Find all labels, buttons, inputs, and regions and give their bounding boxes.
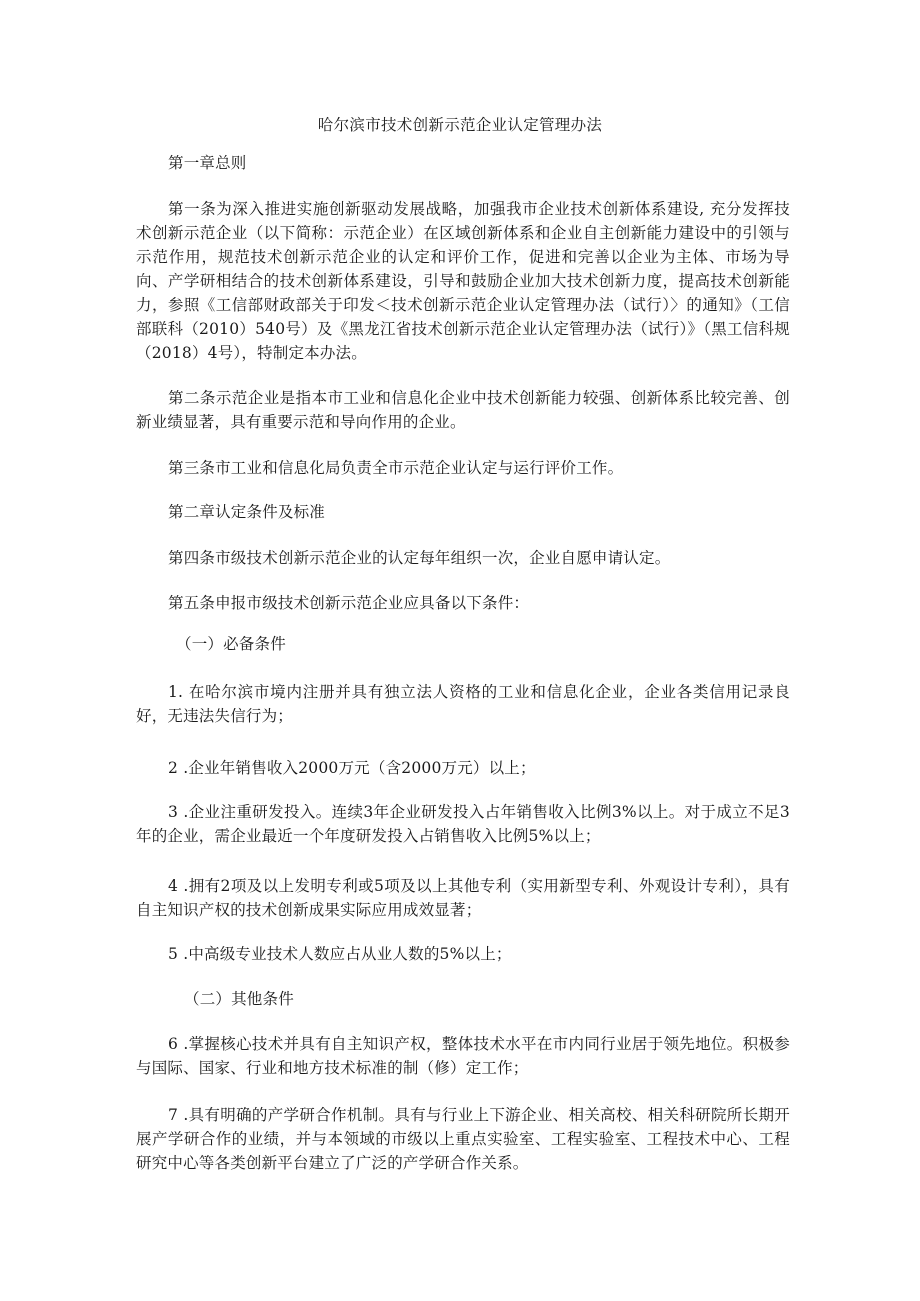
list-item-4: 4 .拥有2项及以上发明专利或5项及以上其他专利（实用新型专利、外观设计专利），具有自主知识产权的技术创新成果实际应用成效显著；	[136, 877, 790, 919]
section-required-conditions: （一）必备条件	[176, 635, 286, 653]
list-item-3: 3 .企业注重研发投入。连续3年企业研发投入占年销售收入比例3%以上。对于成立不足3年的企业，需企业最近一个年度研发投入占销售收入比例5%以上；	[136, 803, 790, 845]
article-1-paragraph: 第一条为深入推进实施创新驱动发展战略，加强我市企业技术创新体系建设, 充分发挥技术创新示范企业（以下简称：示范企业）在区域创新体系和企业自主创新能力建设中的引领与示范作用，规范技术创新示范企业的认定和评价工作，促进和完善以企业为主体、市场为导向、产学研相结合的技术创新体系建设，引导和鼓励企业加大技术创新力度，提高技术创新能力，参照《工信部财政部关于印发＜技术创新示范企业认定管理办法（试行）〉的通知》（工信部联科（2010）540号）及《黑龙江省技术创新示范企业认定管理办法（试行）》（黑工信科规（2018）4号），特制定本办法。	[136, 200, 790, 362]
article-5-paragraph: 第五条申报市级技术创新示范企业应具备以下条件：	[168, 594, 530, 612]
list-item-5: 5 .中高级专业技术人数应占从业人数的5%以上；	[168, 945, 512, 963]
chapter-1-heading: 第一章总则	[168, 154, 247, 172]
list-item-2: 2 .企业年销售收入2000万元（含2000万元）以上；	[168, 759, 536, 777]
article-4-paragraph: 第四条市级技术创新示范企业的认定每年组织一次，企业自愿申请认定。	[168, 549, 671, 567]
section-other-conditions: （二）其他条件	[184, 990, 294, 1008]
list-item-1: 1. 在哈尔滨市境内注册并具有独立法人资格的工业和信息化企业，企业各类信用记录良好，无违法失信行为；	[136, 683, 790, 725]
document-title: 哈尔滨市技术创新示范企业认定管理办法	[317, 116, 603, 134]
list-item-7: 7 .具有明确的产学研合作机制。具有与行业上下游企业、相关高校、相关科研院所长期开展产学研合作的业绩，并与本领域的市级以上重点实验室、工程实验室、工程技术中心、工程研究中心等各类创新平台建立了广泛的产学研合作关系。	[136, 1106, 790, 1172]
article-2-paragraph: 第二条示范企业是指本市工业和信息化企业中技术创新能力较强、创新体系比较完善、创新业绩显著，具有重要示范和导向作用的企业。	[136, 389, 790, 431]
list-item-6: 6 .掌握核心技术并具有自主知识产权，整体技术水平在市内同行业居于领先地位。积极参与国际、国家、行业和地方技术标准的制（修）定工作；	[136, 1035, 790, 1077]
chapter-2-heading: 第二章认定条件及标准	[168, 503, 326, 521]
article-3-paragraph: 第三条市工业和信息化局负责全市示范企业认定与运行评价工作。	[168, 459, 624, 477]
